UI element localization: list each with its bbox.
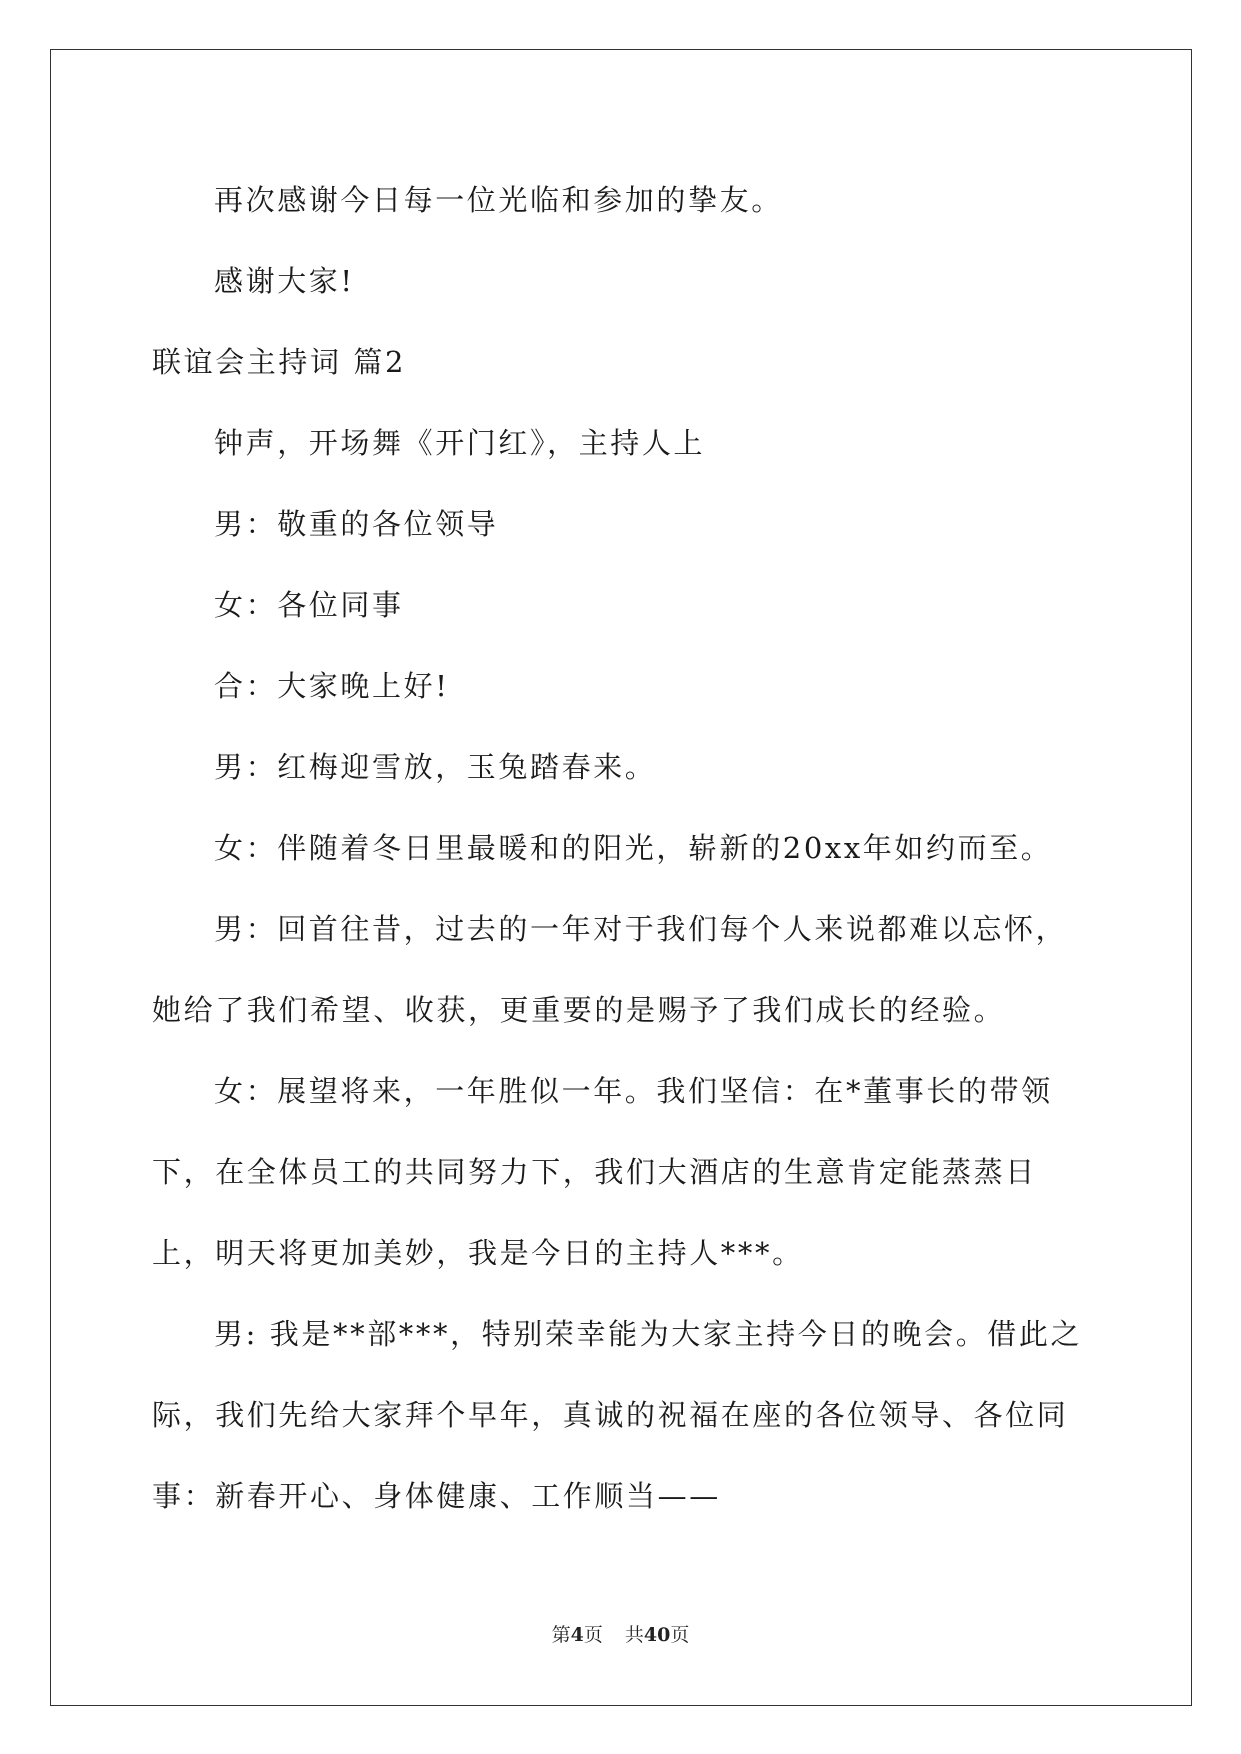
section-heading: 联谊会主持词 篇2	[152, 345, 407, 379]
paragraph: 男：红梅迎雪放，玉兔踏春来。	[214, 750, 657, 784]
total-suffix: 页	[670, 1624, 690, 1646]
paragraph: 合：大家晚上好!	[214, 669, 450, 703]
paragraph: 女：展望将来，一年胜似一年。我们坚信：在*董事长的带领下，在全体员工的共同努力下，我们大酒店的生意肯定能蒸蒸日上，明天将更加美妙，我是今日的主持人***。	[152, 1074, 1053, 1270]
paragraph: 再次感谢今日每一位光临和参加的挚友。	[214, 183, 783, 217]
paragraph: 女：伴随着冬日里最暖和的阳光，崭新的20xx年如约而至。	[214, 831, 1053, 865]
paragraph: 女：各位同事	[214, 588, 404, 622]
paragraph: 男: 我是**部***，特别荣幸能为大家主持今日的晚会。借此之际，我们先给大家拜个早年，真诚的祝福在座的各位领导、各位同事：新春开心、身体健康、工作顺当——	[152, 1317, 1083, 1513]
page-footer	[0, 1620, 1241, 1647]
total-prefix: 共	[624, 1624, 644, 1646]
paragraph: 感谢大家!	[214, 264, 355, 298]
page-number: 4	[570, 1624, 584, 1646]
paragraph: 男：敬重的各位领导	[214, 507, 499, 541]
paragraph: 男：回首往昔，过去的一年对于我们每个人来说都难以忘怀，她给了我们希望、收获，更重要的是赐予了我们成长的经验。	[152, 912, 1068, 1027]
page-prefix: 第	[551, 1624, 571, 1646]
page-suffix: 页	[583, 1624, 603, 1646]
total-pages: 40	[643, 1624, 671, 1646]
paragraph: 钟声，开场舞《开门红》，主持人上	[214, 426, 706, 460]
document-body	[152, 160, 1092, 1537]
